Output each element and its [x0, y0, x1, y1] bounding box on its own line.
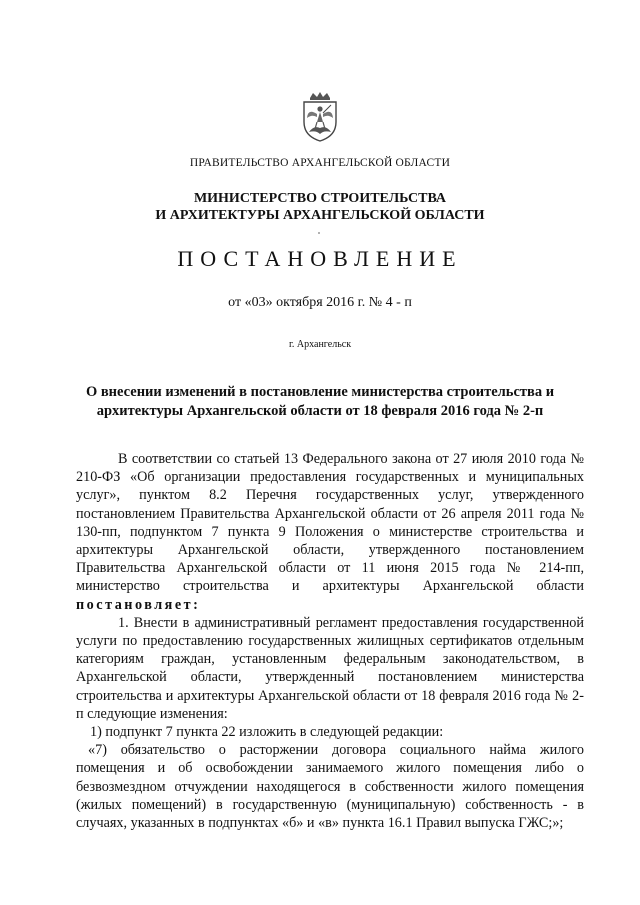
paragraph-subitem-1: 1) подпункт 7 пункта 22 изложить в следующей редакции:: [90, 724, 444, 741]
document-type-title: ПОСТАНОВЛЕНИЕ: [177, 246, 463, 271]
subject-line2: архитектуры Архангельской области от 18 февраля 2016 года № 2-п: [96, 403, 544, 419]
government-name: ПРАВИТЕЛЬСТВО АРХАНГЕЛЬСКОЙ ОБЛАСТИ: [189, 157, 451, 169]
coat-of-arms-icon: [298, 92, 342, 142]
city-name: г. Архангельск: [288, 339, 352, 350]
ministry-name-line1: МИНИСТЕРСТВО СТРОИТЕЛЬСТВА: [193, 191, 447, 206]
ministry-name: [0, 190, 640, 224]
document-subject: [60, 383, 580, 421]
resolution-keyword: постановляет:: [76, 596, 201, 613]
subject-line1: О внесении изменений в постановление министерства строительства и: [85, 384, 555, 400]
paragraph-preamble: [76, 450, 584, 614]
preamble-text: В соответствии со статьей 13 Федерального закона от 27 июля 2010 года № 210-ФЗ «Об организации предоставления государственных и муниципальных услуг», пунктом 8.2 Перечня государственных услуг, утвержденного постановлением Правительства Архангельской области от 26 апреля 2011 года № 130-пп, подпунктом 7 пункта 9 Положения о министерстве строительства и архитектуры Архангельской области, утвержденного постановлением Правительства Архангельской области от 11 июня 2015 года № 214-пп, министерство строительства и архитектуры Архангельской области: [76, 451, 584, 595]
paragraph-quoted-text: «7) обязательство о расторжении договора социального найма жилого помещения и об освобождении занимаемого жилого помещения либо о безвозмездном отчуждении находящегося в собственности жилого помещения (жилых помещений) в государственную (муниципальную) собственность - в случаях, указанных в подпунктах «б» и «в» пункта 16.1 Правил выпуска ГЖС;»;: [76, 742, 584, 832]
document-body: [76, 450, 584, 832]
scan-speck: [318, 232, 320, 234]
ministry-name-line2: И АРХИТЕКТУРЫ АРХАНГЕЛЬСКОЙ ОБЛАСТИ: [155, 208, 485, 223]
date-and-number: от «03» октября 2016 г. № 4 - п: [228, 295, 412, 310]
paragraph-item-1: 1. Внести в административный регламент предоставления государственной услуги по предоставлению государственных жилищных сертификатов отдельным категориям граждан, установленным федеральным законодательством, в Архангельской области, утвержденный постановлением министерства строительства и архитектуры Архангельской области от 18 февраля 2016 года № 2-п следующие изменения:: [76, 614, 584, 722]
